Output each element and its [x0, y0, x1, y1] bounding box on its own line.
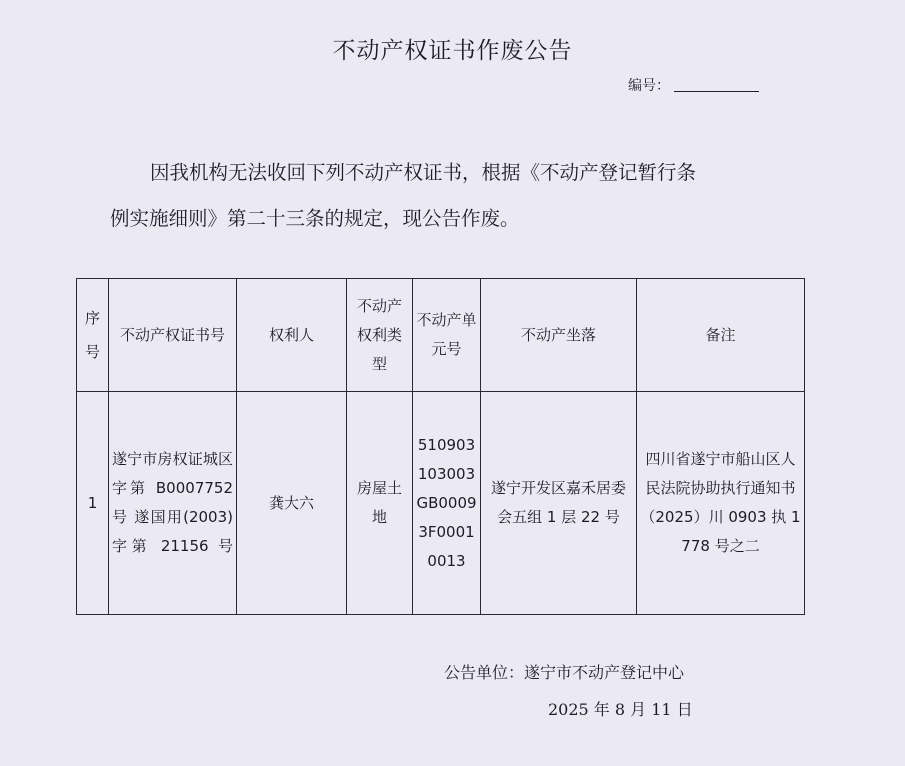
issuer-line: 公告单位：遂宁市不动产登记中心 [444, 663, 685, 682]
table-row [77, 392, 805, 615]
document-number-blank [674, 90, 759, 92]
cell-seq: 1 [77, 392, 109, 615]
header-owner: 权利人 [237, 279, 347, 392]
issue-date: 2025 年 8 月 11 日 [548, 700, 693, 719]
cell-right-type: 房屋土地 [347, 392, 413, 615]
voided-certificates-table [76, 278, 805, 615]
notice-paragraph-line-1: 因我机构无法收回下列不动产权证书，根据《不动产登记暂行条 [150, 161, 697, 184]
document-number-label: 编号： [628, 78, 670, 94]
cell-cert-no: 遂宁市房权证城区字第 B0007752 号 遂国用(2003)字第 21156 号 [109, 392, 237, 615]
cell-owner: 龚大六 [237, 392, 347, 615]
header-unit-no: 不动产单元号 [413, 279, 481, 392]
header-location: 不动产坐落 [481, 279, 637, 392]
cell-unit-no: 510903103003GB00093F00010013 [413, 392, 481, 615]
header-cert-no: 不动产权证书号 [109, 279, 237, 392]
header-right-type: 不动产权利类型 [347, 279, 413, 392]
notice-title: 不动产权证书作废公告 [332, 38, 573, 64]
notice-paragraph-line-2: 例实施细则》第二十三条的规定，现公告作废。 [110, 207, 520, 230]
document-number [628, 75, 759, 95]
cell-remarks: 四川省遂宁市船山区人民法院协助执行通知书（2025）川 0903 执 1778 号之二 [637, 392, 805, 615]
header-seq: 序号 [77, 279, 109, 392]
header-remarks: 备注 [637, 279, 805, 392]
table-header-row [77, 279, 805, 392]
cell-location: 遂宁开发区嘉禾居委会五组 1 层 22 号 [481, 392, 637, 615]
